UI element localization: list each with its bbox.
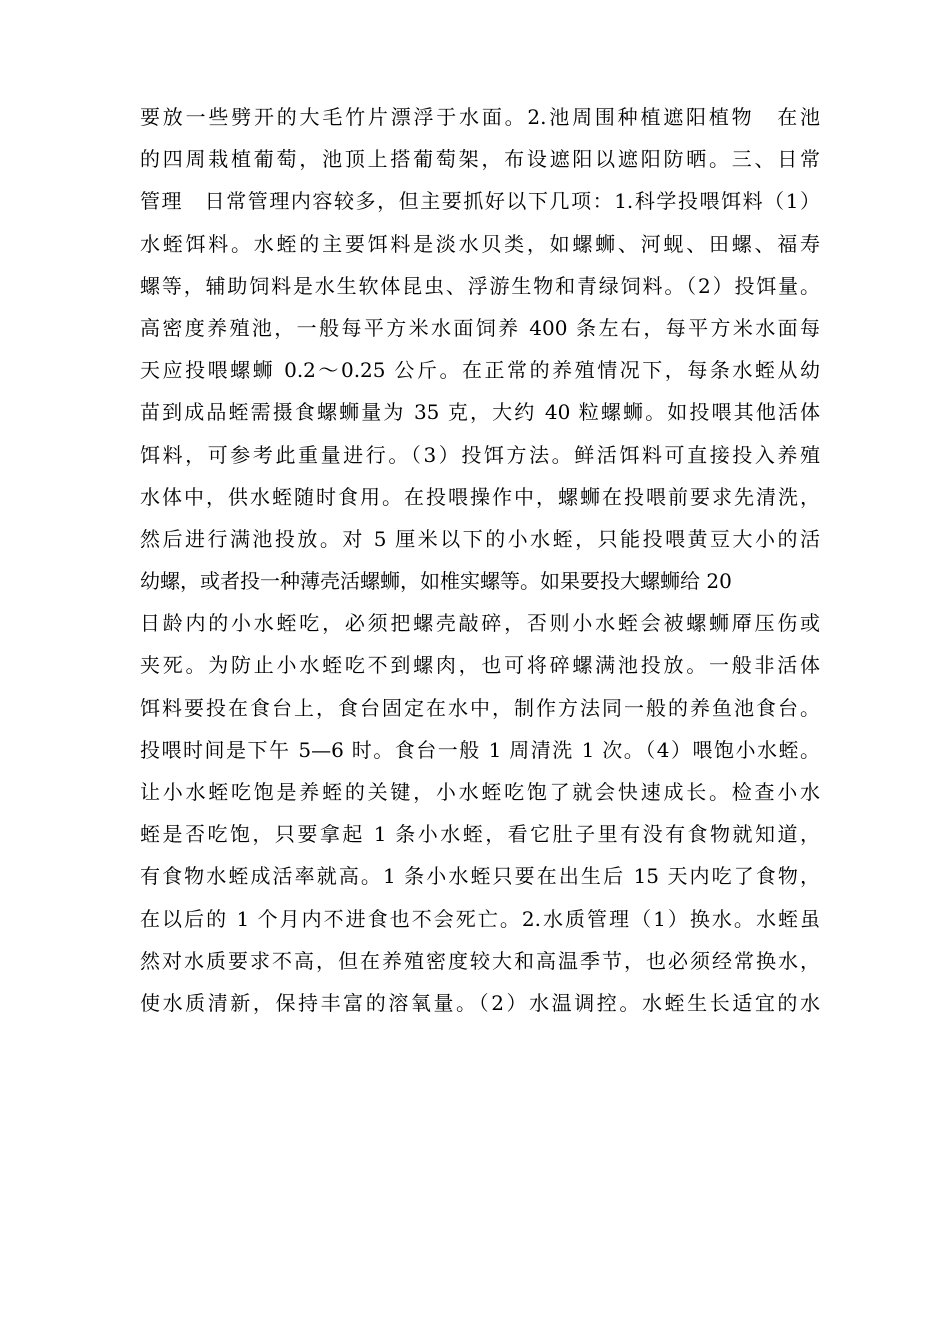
text-line-3: 管理 日常管理内容较多，但主要抓好以下几项：1.科学投喂饵料（1）	[140, 189, 820, 214]
text-line-13: 日龄内的小水蛭吃，必须把螺壳敲碎，否则小水蛭会被螺蛳厣压伤或	[140, 611, 820, 636]
text-line-11: 然后进行满池投放。对 5 厘米以下的小水蛭，只能投喂黄豆大小的活	[140, 526, 820, 551]
text-line-5: 螺等，辅助饲料是水生软体昆虫、浮游生物和青绿饲料。（2）投饵量。	[140, 273, 820, 298]
text-line-21: 然对水质要求不高，但在养殖密度较大和高温季节，也必须经常换水，	[140, 948, 820, 973]
text-line-8: 苗到成品蛭需摄食螺蛳量为 35 克，大约 40 粒螺蛳。如投喂其他活体	[140, 400, 820, 425]
text-line-10: 水体中，供水蛭随时食用。在投喂操作中，螺蛳在投喂前要求先清洗，	[140, 484, 820, 509]
text-line-9: 饵料，可参考此重量进行。（3）投饵方法。鲜活饵料可直接投入养殖	[140, 442, 820, 467]
body-text	[140, 96, 820, 1024]
text-line-14: 夹死。为防止小水蛭吃不到螺肉，也可将碎螺满池投放。一般非活体	[140, 653, 820, 678]
text-line-12: 幼螺，或者投一种薄壳活螺蛳，如椎实螺等。如果要投大螺蛳给 20	[140, 569, 732, 594]
text-line-7: 天应投喂螺蛳 0.2～0.25 公斤。在正常的养殖情况下，每条水蛭从幼	[140, 358, 820, 383]
text-line-4: 水蛭饵料。水蛭的主要饵料是淡水贝类，如螺蛳、河蚬、田螺、福寿	[140, 231, 820, 256]
text-line-16: 投喂时间是下午 5—6 时。食台一般 1 周清洗 1 次。（4）喂饱小水蛭。	[140, 737, 820, 762]
text-line-1: 要放一些劈开的大毛竹片漂浮于水面。2.池周围种植遮阳植物 在池	[140, 105, 820, 129]
text-line-20: 在以后的 1 个月内不进食也不会死亡。2.水质管理（1）换水。水蛭虽	[140, 906, 820, 931]
text-line-17: 让小水蛭吃饱是养蛭的关键，小水蛭吃饱了就会快速成长。检查小水	[140, 780, 820, 804]
text-line-2: 的四周栽植葡萄，池顶上搭葡萄架，布设遮阳以遮阳防晒。三、日常	[140, 147, 820, 172]
text-line-15: 饵料要投在食台上，食台固定在水中，制作方法同一般的养鱼池食台。	[140, 695, 820, 720]
text-line-22: 使水质清新，保持丰富的溶氧量。（2）水温调控。水蛭生长适宜的水	[140, 990, 820, 1015]
text-line-18: 蛭是否吃饱，只要拿起 1 条小水蛭，看它肚子里有没有食物就知道，	[140, 822, 820, 847]
text-line-6: 高密度养殖池，一般每平方米水面饲养 400 条左右，每平方米水面每	[140, 315, 820, 340]
text-line-19: 有食物水蛭成活率就高。1 条小水蛭只要在出生后 15 天内吃了食物，	[140, 864, 820, 889]
